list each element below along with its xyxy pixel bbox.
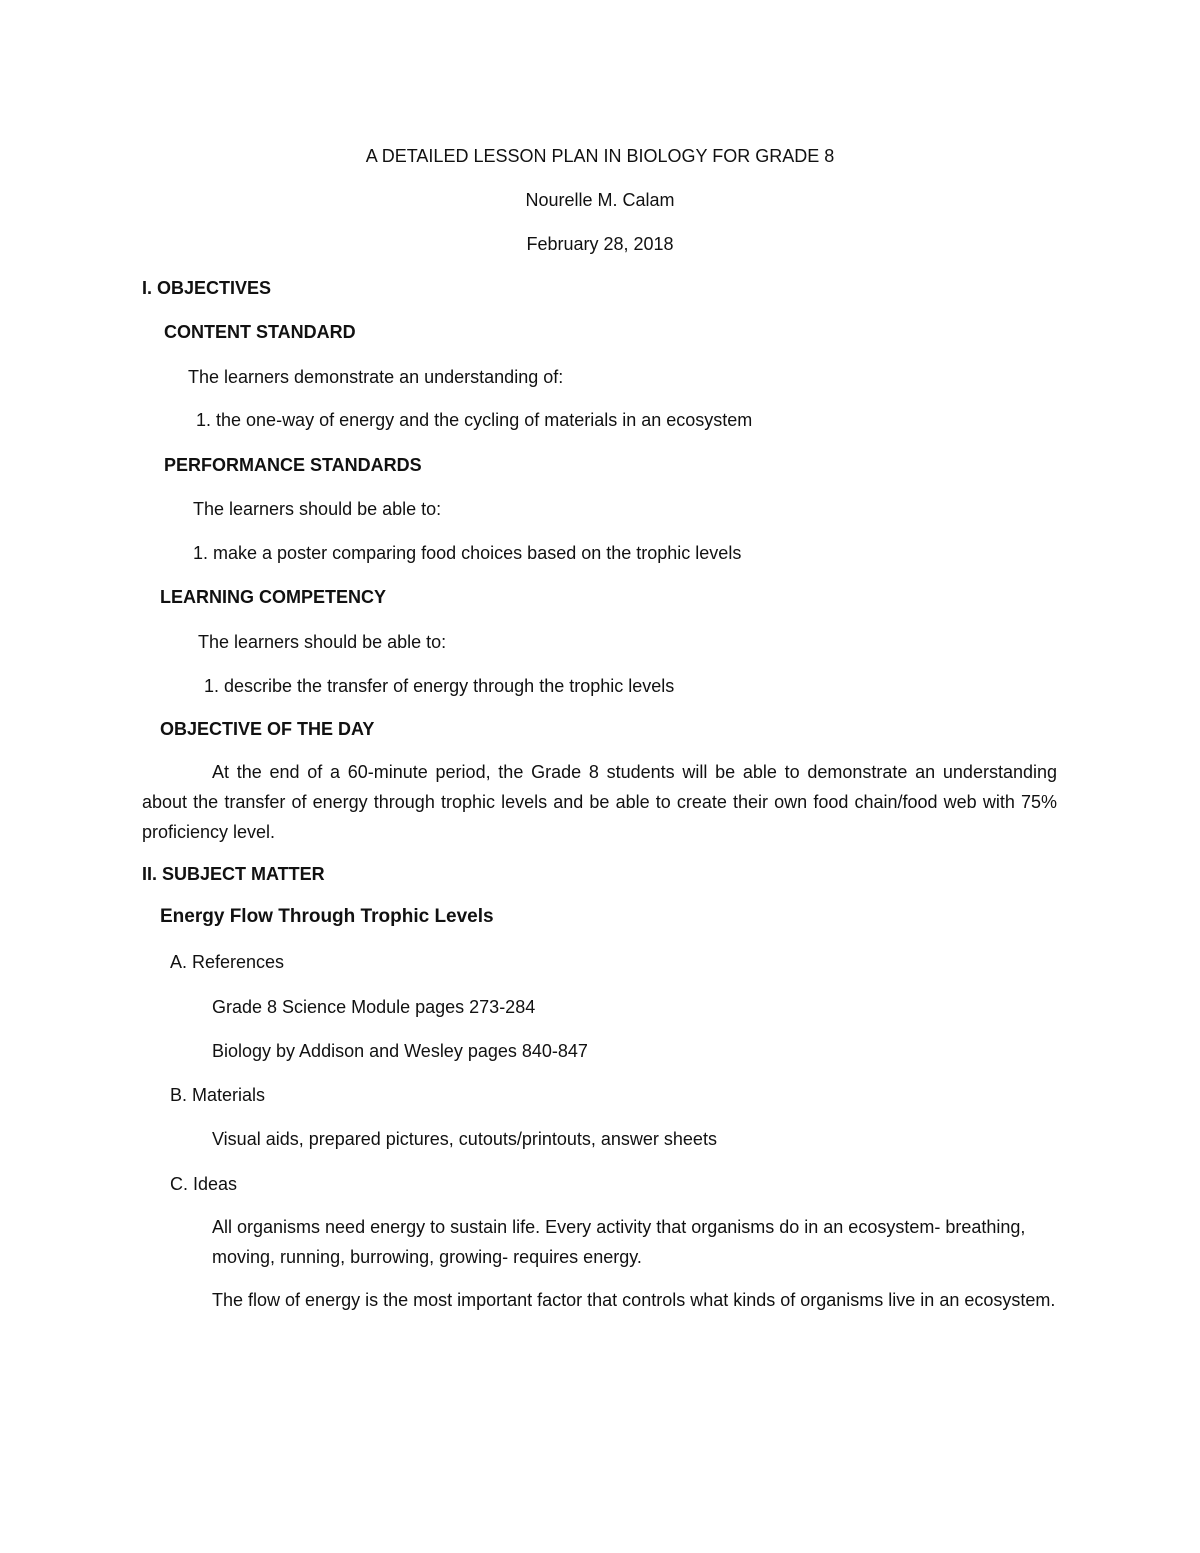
- reference-item: Biology by Addison and Wesley pages 840-847: [212, 1041, 588, 1061]
- objective-of-the-day-text: At the end of a 60-minute period, the Grade 8 students will be able to demonstrate an understanding about the transfer of energy through trophic levels and be able to create their own food chain/food web with 75% proficiency level.: [142, 762, 1057, 842]
- subject-matter-topic: Energy Flow Through Trophic Levels: [160, 906, 494, 927]
- ideas-label: C. Ideas: [170, 1174, 238, 1194]
- subject-matter-heading: II. SUBJECT MATTER: [142, 864, 325, 884]
- materials-label: B. Materials: [170, 1085, 266, 1105]
- document-title: A DETAILED LESSON PLAN IN BIOLOGY FOR GRADE 8: [365, 146, 835, 166]
- performance-standards-heading: PERFORMANCE STANDARDS: [164, 455, 422, 475]
- content-standard-intro: The learners demonstrate an understanding of:: [188, 367, 564, 387]
- objectives-heading: I. OBJECTIVES: [142, 278, 272, 298]
- references-label: A. References: [170, 952, 285, 972]
- content-standard-item: 1. the one-way of energy and the cycling of materials in an ecosystem: [196, 410, 753, 430]
- objective-of-the-day-heading: OBJECTIVE OF THE DAY: [160, 719, 375, 739]
- document-date: February 28, 2018: [526, 234, 674, 254]
- learning-competency-intro: The learners should be able to:: [198, 632, 447, 652]
- ideas-paragraph: The flow of energy is the most important factor that controls what kinds of organisms live in an ecosystem.: [212, 1290, 1056, 1310]
- ideas-paragraph: All organisms need energy to sustain life. Every activity that organisms do in an ecosystem- breathing, moving, running, burrowing, growing- requires energy.: [212, 1217, 1026, 1267]
- performance-standards-intro: The learners should be able to:: [193, 499, 442, 519]
- learning-competency-item: 1. describe the transfer of energy through the trophic levels: [204, 676, 675, 696]
- reference-item: Grade 8 Science Module pages 273-284: [212, 997, 536, 1017]
- learning-competency-heading: LEARNING COMPETENCY: [160, 587, 387, 607]
- materials-text: Visual aids, prepared pictures, cutouts/printouts, answer sheets: [212, 1129, 717, 1149]
- content-standard-heading: CONTENT STANDARD: [164, 322, 356, 342]
- performance-standards-item: 1. make a poster comparing food choices based on the trophic levels: [193, 543, 742, 563]
- author-name: Nourelle M. Calam: [525, 190, 675, 210]
